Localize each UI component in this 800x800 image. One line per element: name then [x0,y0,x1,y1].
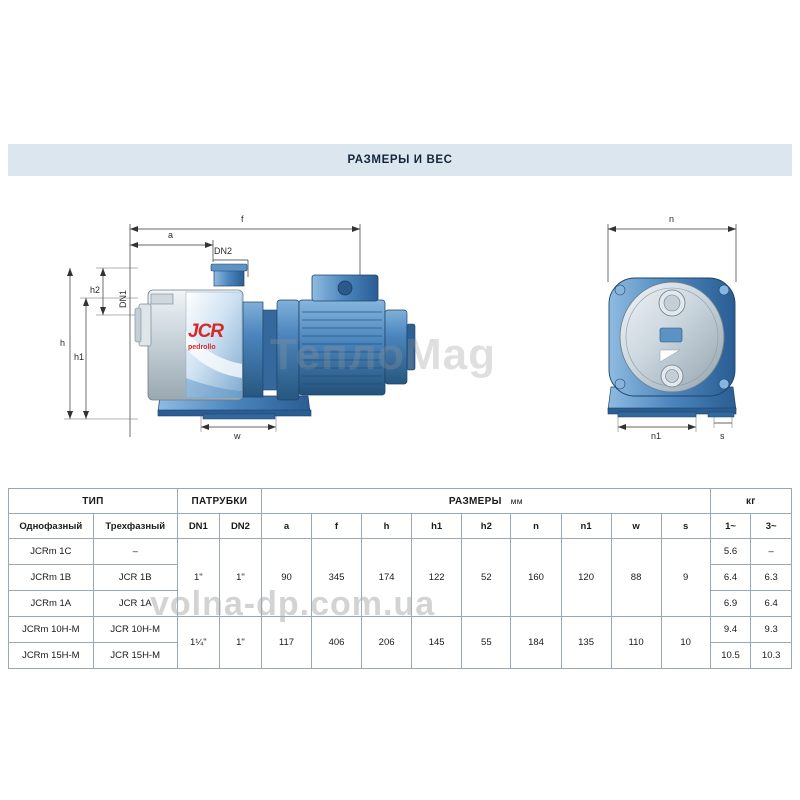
table-row [9,617,792,643]
label-dn1: DN1 [118,289,129,309]
cell-three-phase: JCR 15H-M [93,643,177,669]
cell-n: 184 [511,617,561,669]
cell-n1: 120 [561,539,611,617]
cell-s: 9 [661,539,710,617]
cell-dn1: 1" [177,539,219,617]
cell-a: 90 [262,539,312,617]
cell-kg-3ph: – [751,539,792,565]
label-n1: n1 [651,431,662,441]
cell-dn2: 1" [219,617,261,669]
cell-h1: 145 [412,617,462,669]
specifications-table [8,488,792,669]
cell-single-phase: JCRm 1B [9,565,94,591]
watermark-primary: ТеплоMag [270,330,496,379]
cell-f: 406 [311,617,361,669]
sub-header-kg-1ph: 1~ [710,514,751,539]
group-header-weight: кг [710,489,791,514]
label-s: s [720,431,725,441]
cell-dn2: 1" [219,539,261,617]
label-f: f [241,214,244,224]
cell-kg-3ph: 10.3 [751,643,792,669]
cell-single-phase: JCRm 10H-M [9,617,94,643]
cell-kg-1ph: 5.6 [710,539,751,565]
cell-h1: 122 [412,539,462,617]
cell-kg-3ph: 6.4 [751,591,792,617]
sub-header-kg-3ph: 3~ [751,514,792,539]
technical-drawing [8,182,792,482]
sub-header-dn1: DN1 [177,514,219,539]
dimension-h1 [80,298,138,419]
section-title-bar [8,144,792,176]
pump-front-view [608,278,736,417]
sub-header-s: s [661,514,710,539]
label-h: h [60,338,66,348]
sub-header-f: f [311,514,361,539]
cell-dn1: 1¼" [177,617,219,669]
table-row [9,539,792,565]
sub-header-h1: h1 [412,514,462,539]
cell-n: 160 [511,539,561,617]
cell-w: 110 [611,617,661,669]
group-header-type: ТИП [9,489,178,514]
cell-kg-1ph: 10.5 [710,643,751,669]
watermark-secondary: volna-dp.com.ua [150,585,436,623]
cell-h2: 55 [462,617,511,669]
drawing-svg [8,182,792,482]
cell-s: 10 [661,617,710,669]
table-head [9,489,792,539]
sub-header-h2: h2 [462,514,511,539]
cell-kg-1ph: 6.9 [710,591,751,617]
cell-kg-1ph: 9.4 [710,617,751,643]
specifications-table-wrap [8,488,792,669]
page-title: РАЗМЕРЫ И ВЕС [347,154,453,166]
cell-n1: 135 [561,617,611,669]
label-h2: h2 [90,285,101,295]
pump-side-view [135,264,415,419]
cell-three-phase: JCR 1A [93,591,177,617]
cell-single-phase: JCRm 1C [9,539,94,565]
group-header-dimensions-text: РАЗМЕРЫ [448,495,502,507]
dimension-h2 [96,268,138,315]
sub-header-dn2: DN2 [219,514,261,539]
cell-single-phase: JCRm 1A [9,591,94,617]
cell-kg-3ph: 6.3 [751,565,792,591]
cell-w: 88 [611,539,661,617]
label-w: w [234,431,241,441]
table-body [9,539,792,669]
sub-header-h: h [362,514,412,539]
pump-brand-logo: JCR [188,321,224,342]
table-group-header-row [9,489,792,514]
cell-kg-3ph: 9.3 [751,617,792,643]
table-sub-header-row [9,514,792,539]
cell-h: 206 [362,617,412,669]
cell-single-phase: JCRm 15H-M [9,643,94,669]
group-header-dimensions-unit: мм [510,495,523,506]
cell-three-phase: JCR 1B [93,565,177,591]
sub-header-n: n [511,514,561,539]
sub-header-single-phase: Однофазный [9,514,94,539]
sub-header-w: w [611,514,661,539]
dimension-n [608,224,736,282]
cell-kg-1ph: 6.4 [710,565,751,591]
label-a: a [168,230,174,240]
cell-three-phase: JCR 10H-M [93,617,177,643]
sub-header-a: a [262,514,312,539]
label-n: n [669,214,675,224]
label-dn2: DN2 [214,246,233,256]
cell-f: 345 [311,539,361,617]
cell-a: 117 [262,617,312,669]
dimension-a [130,240,213,262]
pump-brand-sub: pedrollo [188,344,216,351]
label-h1: h1 [74,352,85,362]
sub-header-three-phase: Трехфазный [93,514,177,539]
cell-three-phase: – [93,539,177,565]
cell-h2: 52 [462,539,511,617]
group-header-ports: ПАТРУБКИ [177,489,261,514]
sub-header-n1: n1 [561,514,611,539]
cell-h: 174 [362,539,412,617]
group-header-dimensions [262,489,711,514]
